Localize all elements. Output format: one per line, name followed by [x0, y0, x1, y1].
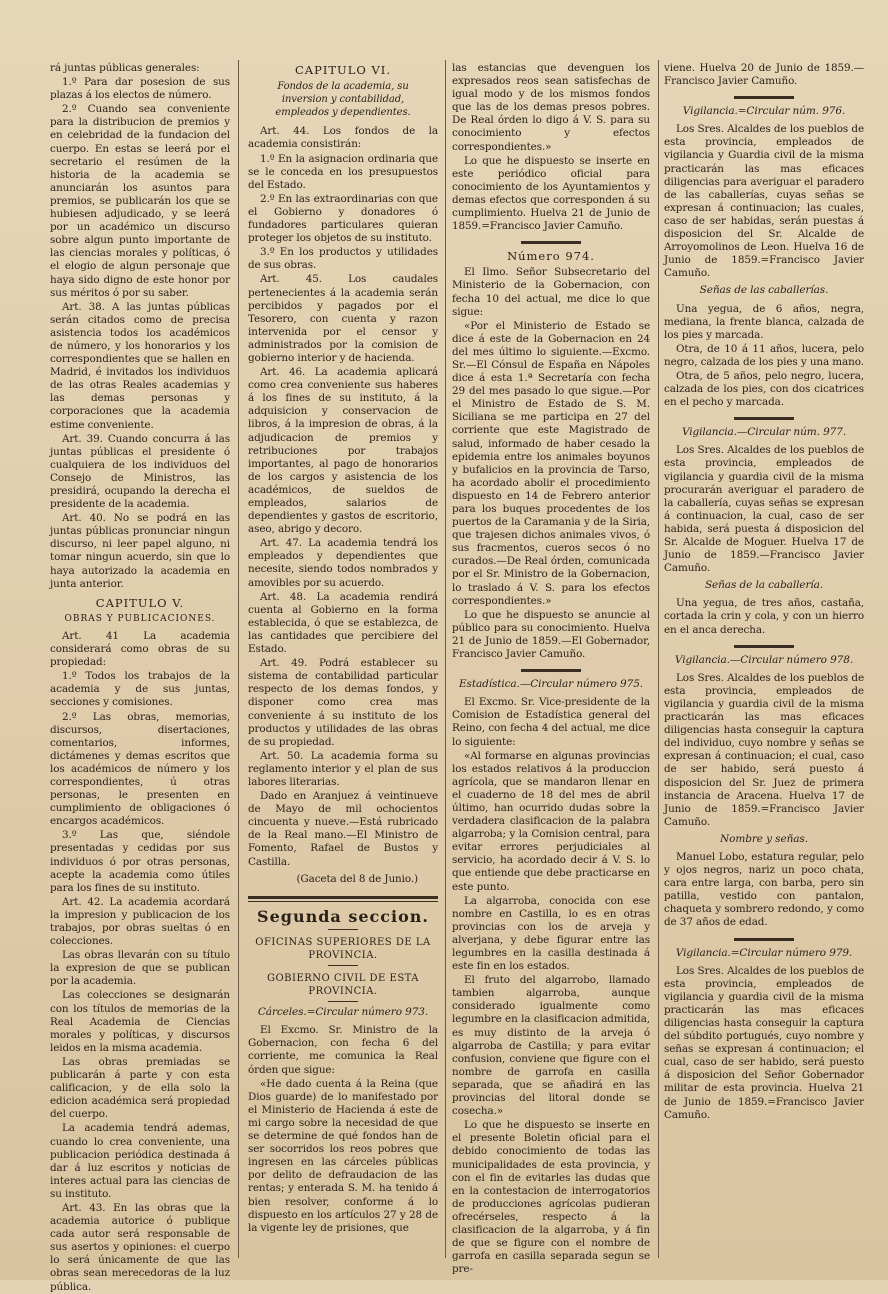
article-42: Art. 42. La academia acordará la impresion y publicacion de los trabajos, por obras sueltas ó en colecciones. — [50, 895, 230, 948]
paragraph: Una yegua, de 6 años, negra, mediana, la frente blanca, calzada de los pies y marcada. — [664, 302, 864, 341]
paragraph: La algarroba, conocida con ese nombre en Castilla, lo es en otras provincias con los de arveja y alverjana, y debe figurar entre las legumbres en la casilla destinada á este fin en los estados. — [452, 894, 650, 973]
paragraph: El Excmo. Sr. Vice-presidente de la Comision de Estadística general del Reino, con fecha 4 del actual, me dice lo siguiente: — [452, 696, 650, 748]
article-47: Art. 47. La academia tendrá los empleados y dependientes que necesite, siendo todos nombrados y amovibles por su acuerdo. — [248, 537, 438, 589]
paragraph: El Excmo. Sr. Ministro de la Gobernacion, con fecha 6 del corriente, me comunica la Real órden que sigue: — [248, 1024, 438, 1076]
paragraph: Los Sres. Alcaldes de los pueblos de esta provincia, empleados de vigilancia y guardia civil de la misma procurarán averiguar el paradero de la caballería, cuyas señas se expresan á continuacion, la cual, caso de ser habida, será puesta á disposicion del Sr. Alcalde de Moguer. Huelva 17 de Junio de 1859.—Francisco Javier Camuño. — [664, 444, 864, 575]
section-heading: Segunda seccion. — [257, 906, 429, 926]
paragraph: Los Sres. Alcaldes de los pueblos de esta provincia, empleados de vigilancia y guardia civil de la misma practicarán las mas eficaces diligencias hasta conseguir la captura del súbdito portugués, cuyo nombre y señas se expresan á continuacion; el cual, caso de ser habido, será puesto á disposicion del Señor Gobernador militar de esta provincia. Huelva 21 de Junio de 1859.=Francisco Javier Camuño. — [664, 964, 864, 1121]
paragraph: Las obras llevarán con su título la expresion de que se publican por la academia. — [50, 949, 230, 988]
paragraph: las estancias que devenguen los expresados reos sean satisfechas de igual modo y de los mismos fondos que las de los demas presos pobres. De Real órden lo digo á V. S. para su conocimiento y efectos correspondientes.» — [452, 62, 650, 153]
paragraph: Los Sres. Alcaldes de los pueblos de esta provincia, empleados de vigilancia y Guardia civil de la misma practicarán las mas eficaces diligencias para averiguar el paradero de las caballerías, cuyas señas se expresan á continuacion; las cuales, caso de ser habidas, serán puestas á disposicion del Sr. Alcalde de Arroyomolinos de Leon. Huelva 16 de Junio de 1859.=Francisco Javier Camuño. — [664, 123, 864, 280]
column-rule — [238, 60, 239, 1258]
column-1 — [50, 62, 230, 1293]
description-heading: Señas de la caballería. — [704, 579, 824, 592]
article-49: Art. 49. Podrá establecer su sistema de contabilidad particular respecto de los demas fondos, y disponer como crea mas conveniente á su instituto de los productos y utilidades de las obras de su propiedad. — [248, 657, 438, 748]
circular-heading: Cárceles.=Circular número 973. — [257, 1006, 429, 1019]
divider — [734, 938, 794, 941]
paragraph: 1.º En la asignacion ordinaria que se le conceda en los presupuestos del Estado. — [248, 152, 438, 191]
divider — [521, 669, 581, 672]
paragraph: 3.º Las que, siéndole presentadas y cedidas por sus individuos ó por otras personas, acepte la academia como útiles para los fines de su instituto. — [50, 829, 230, 894]
paragraph: El Ilmo. Señor Subsecretario del Ministerio de la Gobernacion, con fecha 10 del actual, me dice lo que sigue: — [452, 266, 650, 318]
paragraph: Manuel Lobo, estatura regular, pelo y ojos negros, nariz un poco chata, cara entre larga, con barba, pero sin patilla, vestido con pantalon, chaqueta y sombrero redondo, y como de 37 años de edad. — [664, 850, 864, 929]
circular-heading: Vigilancia.=Circular número 979. — [675, 946, 853, 959]
paragraph: Lo que he dispuesto se anuncie al público para su conocimiento. Huelva 21 de Junio de 1859.—El Gobernador, Francisco Javier Camuño. — [452, 608, 650, 661]
paragraph: 2.º En las extraordinarias con que el Gobierno y donadores ó fundadores particulares quieran proteger los objetos de su instituto. — [248, 192, 438, 245]
chapter-subheading: Fondos de la academia, su inversion y contabilidad, empleados y dependientes. — [275, 81, 411, 119]
gazette-reference: (Gaceta del 8 de Junio.) — [296, 872, 418, 885]
paragraph: La academia tendrá ademas, cuando lo crea conveniente, una publicacion periódica destinada á dar á luz escritos y noticias de interes actual para las ciencias de su instituto. — [50, 1122, 230, 1200]
divider — [734, 645, 794, 648]
chapter-subheading: OBRAS Y PUBLICACIONES. — [64, 613, 216, 624]
paragraph: viene. Huelva 20 de Junio de 1859.—Francisco Javier Camuño. — [664, 62, 864, 88]
paragraph: Lo que he dispuesto se inserte en este periódico oficial para conocimiento de los Ayuntamientos y demas efectos que corresponden á su cumplimiento. Huelva 21 de Junio de 1859.=Francisco Javier Camuño. — [452, 154, 650, 233]
circular-heading: Vigilancia.—Circular número 978. — [674, 653, 854, 666]
paragraph: 2.º Cuando sea conveniente para la distribucion de premios y en celebridad de la fundacion del cuerpo. En estas se leerá por el secretario el resúmen de la historia de la academia se anunciarán los asuntos para premios, se publicarán los que se hubiesen adjudicado, y se leerá por un académico un discurso sobre algun punto importante de las ciencias morales y políticas, ó el elogio de algun personaje que haya sido digno de este honor por sus méritos ó por su saber. — [50, 103, 230, 299]
article-38: Art. 38. A las juntas públicas serán citados como de precisa asistencia todos los académicos de número, y los honorarios y los correspondientes que se hallen en Madrid, é invitados los individuos de las otras Reales academias y las demas personas y corporaciones que la academia estime conveniente. — [50, 300, 230, 431]
paragraph: Lo que he dispuesto se inserte en el presente Boletin oficial para el debido conocimiento de todas las municipalidades de esta provincia, y con el fin de evitarles las dudas que en la contestacion de interrogatorios de producciones agrícolas pudieran ofrecérseles, respecto á la clasificacion de la algarroba, y á fin de que se figure con el nombre de garrofa en casilla separada segun se pre- — [452, 1119, 650, 1276]
article-45: Art. 45. Los caudales pertenecientes á la academia serán percibidos y pagados por el Tesorero, con cuenta y razon intervenida por el censor y administrados por la comision de gobierno interior y de hacienda. — [248, 273, 438, 364]
divider — [328, 965, 358, 966]
paragraph: Otra, de 5 años, pelo negro, lucera, calzada de los pies, con dos cicatrices en el pecho y marcada. — [664, 369, 864, 409]
government-heading: GOBIERNO CIVIL DE ESTA PROVINCIA. — [266, 973, 420, 998]
article-48: Art. 48. La academia rendirá cuenta al Gobierno en la forma establecida, ó que se establezca, de las cantidades que percibiere del Estado. — [248, 590, 438, 656]
article-46: Art. 46. La academia aplicará como crea conveniente sus haberes á los fines de su instituto, á la adquisicion y conservacion de libros, á la impresion de obras, á la adjudicacion de premios y retribuciones por trabajos importantes, al pago de honorarios de los cargos y asistencia de los académicos, de sueldos de empleados, salarios de dependientes y gastos de escritorio, aseo, abrigo y decoro. — [248, 366, 438, 536]
paragraph: Las colecciones se designarán con los títulos de memorias de la Real Academia de Ciencias morales y políticas, y discursos leidos en la misma academia. — [50, 989, 230, 1054]
paragraph: 2.º Las obras, memorias, discursos, disertaciones, comentarios, informes, dictámenes y demas escritos que los académicos de número y los correspondientes, ú otras personas, le presenten en cumplimiento de obligaciones ó encargos académicos. — [50, 710, 230, 828]
article-43: Art. 43. En las obras que la academia autorice ó publique cada autor será responsable de sus asertos y opiniones: el cuerpo lo será únicamente de que las obras sean merecedoras de la luz pública. — [50, 1201, 230, 1293]
description-heading: Señas de las caballerías. — [699, 284, 829, 297]
circular-heading: Vigilancia.=Circular núm. 976. — [682, 105, 846, 118]
column-rule — [445, 60, 446, 1258]
decree-signature: Dado en Aranjuez á veintinueve de Mayo de mil ochocientos cincuenta y nueve.—Está rubricado de la Real mano.—El Ministro de Fomento, Rafael de Bustos y Castilla. — [248, 790, 438, 868]
circular-heading: Vigilancia.—Circular núm. 977. — [681, 426, 847, 439]
paragraph: rá juntas públicas generales: — [50, 62, 200, 74]
description-heading: Nombre y señas. — [720, 832, 808, 845]
column-rule — [658, 60, 659, 1258]
divider — [328, 1001, 358, 1002]
paragraph: 1.º Para dar posesion de sus plazas á los electos de número. — [50, 76, 230, 102]
column-2 — [248, 62, 438, 1260]
article-44: Art. 44. Los fondos de la academia consistirán: — [248, 125, 438, 151]
office-heading: OFICINAS SUPERIORES DE LA PROVINCIA. — [255, 936, 431, 961]
paragraph: Las obras premiadas se publicarán á parte y con esta calificacion, y de ella solo la edicion académica será propiedad del cuerpo. — [50, 1055, 230, 1121]
number-heading: Número 974. — [507, 249, 595, 264]
article-41: Art. 41 La academia considerará como obras de su propiedad: — [50, 629, 230, 669]
section-divider — [248, 896, 438, 902]
paragraph: El fruto del algarrobo, llamado tambien algarroba, aunque considerado igualmente como legumbre en la clasificacion admitida, es muy distinto de la arveja ó algarroba de Castilla; y para evitar confusion, conviene que figure con el nombre de garrofa en casilla separada, que se añadirá en las provincias del litoral donde se cosecha.» — [452, 974, 650, 1118]
paragraph: «Por el Ministerio de Estado se dice á este de la Gobernacion en 24 del mes último lo siguiente.—Excmo. Sr.—El Cónsul de España en Nápoles dice á esta 1.ª Secretaría con fecha 29 del mes pasado lo que sigue.—Por el Ministro de Estado de S. M. Siciliana se me participa en 27 del corriente que este Magistrado de salud, informado de haber cesado la epidemia entre los animales boyunos y bufalicios en la provincia de Tarso, ha acordado abolir el procedimiento dispuesto en 14 de Febrero anterior para los buques procedentes de los puertos de la Caramania y de la Siria, que trajesen dichos animales vivos, ó sus fracmentos, cueros secos ó no curados.—De Real órden, comunicada por el Sr. Ministro de la Gobernacion, lo traslado á V. S. para los efectos correspondientes.» — [452, 319, 650, 607]
column-4 — [664, 62, 864, 1260]
paragraph: 3.º En los productos y utilidades de sus obras. — [248, 246, 438, 272]
article-50: Art. 50. La academia forma su reglamento interior y el plan de sus labores literarias. — [248, 749, 438, 788]
divider — [734, 96, 794, 99]
paragraph: Una yegua, de tres años, castaña, cortada la crin y cola, y con un hierro en el anca derecha. — [664, 597, 864, 636]
paragraph: 1.º Todos los trabajos de la academia y de sus juntas, secciones y comisiones. — [50, 670, 230, 709]
paragraph: Los Sres. Alcaldes de los pueblos de esta provincia, empleados de vigilancia y guardia civil de la misma practicarán las mas eficaces diligencias hasta conseguir la captura del individuo, cuyo nombre y señas se expresan á continuacion; el cual, caso de ser habido, será puesto á disposicion del Sr. Juez de primera instancia de Aracena. Huelva 17 de Junio de 1859.=Francisco Javier Camuño. — [664, 671, 864, 828]
chapter-heading: CAPITULO V. — [95, 595, 185, 610]
divider — [734, 417, 794, 420]
paragraph: Otra, de 10 á 11 años, lucera, pelo negro, calzada de los pies y una mano. — [664, 342, 864, 368]
divider — [521, 241, 581, 244]
article-40: Art. 40. No se podrá en las juntas públicas pronunciar ningun discurso, ni leer papel alguno, ni tomar ningun acuerdo, sin que lo haya autorizado la academia en junta anterior. — [50, 512, 230, 590]
circular-heading: Estadística.—Circular número 975. — [458, 678, 644, 691]
paragraph: «He dado cuenta á la Reina (que Dios guarde) de lo manifestado por el Ministerio de Hacienda á este de mi cargo sobre la necesidad de que se determine de qué fondos han de ser socorridos los reos pobres que ingresen en las cárceles públicas por delito de defraudacion de las rentas; y enterada S. M. ha tenido á bien resolver, conforme á lo dispuesto en los artículos 27 y 28 de la vigente ley de prisiones, que — [248, 1077, 438, 1234]
chapter-heading: CAPITULO VI. — [295, 63, 391, 77]
divider — [328, 929, 358, 930]
column-3 — [452, 62, 650, 1276]
paragraph: «Al formarse en algunas provincias los estados relativos á la produccion agrícola, que se mandaron llenar en el cuaderno de 18 del mes de abril último, han ocurrido dudas sobre la verdadera clasificacion de la palabra algarroba; y la Comision central, para evitar errores perjudiciales al servicio, ha acordado decir á V. S. lo que entiende que debe practicarse en este punto. — [452, 749, 650, 893]
article-39: Art. 39. Cuando concurra á las juntas públicas el presidente ó cualquiera de los individuos del Consejo de Ministros, las presidirá, ocupando la derecha el presidente de la academia. — [50, 432, 230, 511]
